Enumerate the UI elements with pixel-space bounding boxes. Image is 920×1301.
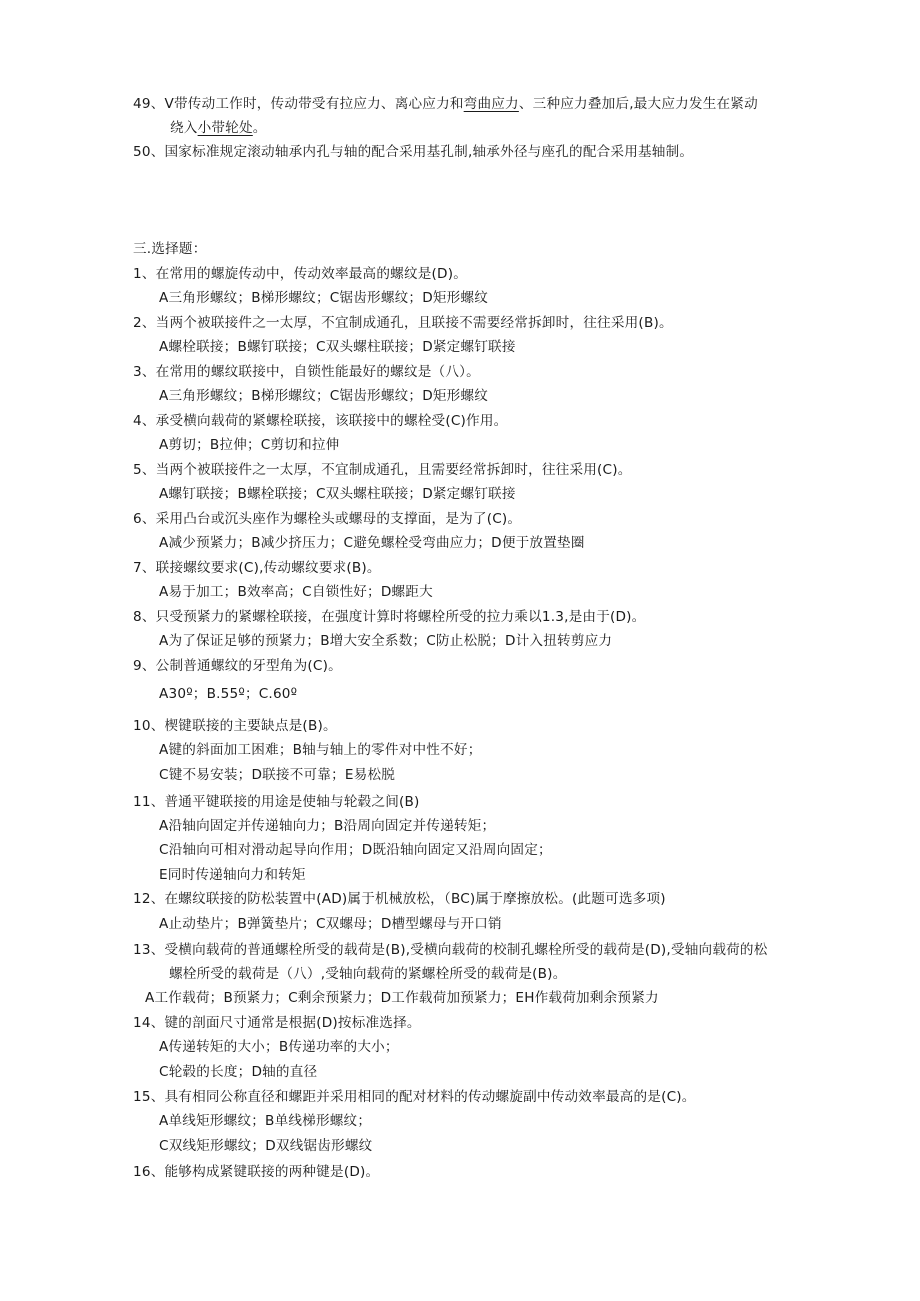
question-text: 采用凸台或沉头座作为螺栓头或螺母的支撑面，是为了(C)。 — [155, 511, 522, 527]
question-3-options: A三角形螺纹；B梯形螺纹；C锯齿形螺纹；D矩形螺纹 — [159, 388, 489, 404]
question-number: 15、 — [133, 1089, 165, 1105]
question-number: 10、 — [133, 718, 165, 734]
question-text: 在常用的螺纹联接中，自锁性能最好的螺纹是（八）。 — [155, 364, 480, 380]
question-number: 9、 — [133, 658, 156, 674]
question-10-stem — [133, 717, 337, 735]
question-7-stem — [133, 559, 381, 577]
question-text: 承受横向载荷的紧螺栓联接，该联接中的螺栓受(C)作用。 — [155, 413, 508, 429]
question-4-options: A剪切；B拉伸；C剪切和拉伸 — [159, 437, 340, 453]
question-number: 5、 — [133, 462, 156, 478]
question-text: 螺栓所受的载荷是（八）,受轴向载荷的紧螺栓所受的载荷是(B)。 — [169, 966, 567, 982]
question-4-stem — [133, 412, 507, 430]
item-49-text-b: 、三种应力叠加后,最大应力发生在紧动 — [518, 96, 758, 112]
question-text: 公制普通螺纹的牙型角为(C)。 — [155, 658, 342, 674]
item-50-text: 国家标准规定滚动轴承内孔与轴的配合采用基孔制,轴承外径与座孔的配合采用基轴制。 — [164, 144, 694, 160]
question-11-options: E同时传递轴向力和转矩 — [159, 867, 306, 883]
question-1-options: A三角形螺纹；B梯形螺纹；C锯齿形螺纹；D矩形螺纹 — [159, 290, 489, 306]
question-text: 能够构成紧键联接的两种键是(D)。 — [164, 1164, 380, 1180]
question-6-options: A减少预紧力；B减少挤压力；C避免螺栓受弯曲应力；D便于放置垫圈 — [159, 535, 585, 551]
question-9-stem — [133, 657, 342, 675]
question-text: 普通平键联接的用途是使轴与轮毂之间(B) — [164, 794, 420, 810]
question-15-stem — [133, 1088, 696, 1106]
question-9-options: A30º；B.55º；C.60º — [159, 686, 298, 702]
question-5-stem — [133, 461, 632, 479]
question-13-stem-cont — [169, 965, 566, 983]
question-8-options: A为了保证足够的预紧力；B增大安全系数；C防止松脱；D计入扭转剪应力 — [159, 633, 613, 649]
section-title: 三.选择题： — [133, 241, 207, 257]
question-10-options: A键的斜面加工困难；B轴与轴上的零件对中性不好； — [159, 742, 482, 758]
question-15-options: C双线矩形螺纹；D双线锯齿形螺纹 — [159, 1138, 373, 1154]
question-text: 楔键联接的主要缺点是(B)。 — [164, 718, 337, 734]
question-16-stem — [133, 1163, 379, 1181]
question-number: 13、 — [133, 942, 165, 958]
question-number: 4、 — [133, 413, 156, 429]
question-text: 在常用的螺旋传动中，传动效率最高的螺纹是(D)。 — [155, 266, 467, 282]
question-10-options: C键不易安装；D联接不可靠；E易松脱 — [159, 767, 396, 783]
question-text: 联接螺纹要求(C),传动螺纹要求(B)。 — [155, 560, 381, 576]
question-text: 当两个被联接件之一太厚，不宜制成通孔，且需要经常拆卸时，往往采用(C)。 — [155, 462, 632, 478]
question-11-options: C沿轴向可相对滑动起导向作用；D既沿轴向固定又沿周向固定； — [159, 842, 552, 858]
question-1-stem — [133, 265, 467, 283]
question-number: 6、 — [133, 511, 156, 527]
item-49-text-c: 绕入 — [170, 120, 198, 136]
question-text: 只受预紧力的紧螺栓联接，在强度计算时将螺栓所受的拉力乘以1.3,是由于(D)。 — [155, 609, 646, 625]
question-number: 12、 — [133, 891, 165, 907]
question-text: 键的剖面尺寸通常是根据(D)按标准选择。 — [164, 1015, 421, 1031]
question-15-options: A单线矩形螺纹；B单线梯形螺纹； — [159, 1113, 372, 1129]
question-7-options: A易于加工；B效率高；C自锁性好；D螺距大 — [159, 584, 433, 600]
question-text: 受横向载荷的普通螺栓所受的载荷是(B),受横向载荷的校制孔螺栓所受的载荷是(D),受轴向载荷的松 — [164, 942, 768, 958]
question-text: 在螺纹联接的防松装置中(AD)属于机械放松，（BC)属于摩擦放松。(此题可选多项) — [164, 891, 666, 907]
item-49-line-1 — [133, 95, 758, 113]
item-49-text-d: 。 — [252, 120, 267, 136]
question-text: 具有相同公称直径和螺距并采用相同的配对材料的传动螺旋副中传动效率最高的是(C)。 — [164, 1089, 696, 1105]
item-49-text-a: V带传动工作时，传动带受有拉应力、离心应力和 — [164, 96, 464, 112]
item-50 — [133, 143, 693, 161]
question-6-stem — [133, 510, 521, 528]
item-50-number: 50、 — [133, 144, 165, 160]
question-14-options: C轮毂的长度；D轴的直径 — [159, 1064, 318, 1080]
question-12-stem — [133, 890, 666, 908]
question-13-stem — [133, 941, 768, 959]
question-number: 11、 — [133, 794, 165, 810]
question-5-options: A螺钉联接；B螺栓联接；C双头螺柱联接；D紧定螺钉联接 — [159, 486, 516, 502]
question-number: 14、 — [133, 1015, 165, 1031]
item-49-line-2 — [170, 119, 267, 137]
question-number: 1、 — [133, 266, 156, 282]
question-13-options: A工作载荷；B预紧力；C剩余预紧力；D工作载荷加预紧力；EH作载荷加剩余预紧力 — [145, 990, 659, 1006]
question-14-stem — [133, 1014, 421, 1032]
question-number: 3、 — [133, 364, 156, 380]
question-number: 16、 — [133, 1164, 165, 1180]
question-12-options: A止动垫片；B弹簧垫片；C双螺母；D槽型螺母与开口销 — [159, 916, 502, 932]
question-8-stem — [133, 608, 645, 626]
question-2-options: A螺栓联接；B螺钉联接；C双头螺柱联接；D紧定螺钉联接 — [159, 339, 516, 355]
question-number: 2、 — [133, 315, 156, 331]
question-text: 当两个被联接件之一太厚，不宜制成通孔，且联接不需要经常拆卸时，往往采用(B)。 — [155, 315, 673, 331]
question-11-stem — [133, 793, 420, 811]
question-2-stem — [133, 314, 673, 332]
item-49-answer-2: 小带轮处 — [197, 120, 253, 136]
question-14-options: A传递转矩的大小；B传递功率的大小； — [159, 1039, 399, 1055]
question-number: 8、 — [133, 609, 156, 625]
question-number: 7、 — [133, 560, 156, 576]
item-49-number: 49、 — [133, 96, 165, 112]
question-3-stem — [133, 363, 480, 381]
item-49-answer-1: 弯曲应力 — [463, 96, 519, 112]
question-11-options: A沿轴向固定并传递轴向力；B沿周向固定并传递转矩； — [159, 818, 496, 834]
